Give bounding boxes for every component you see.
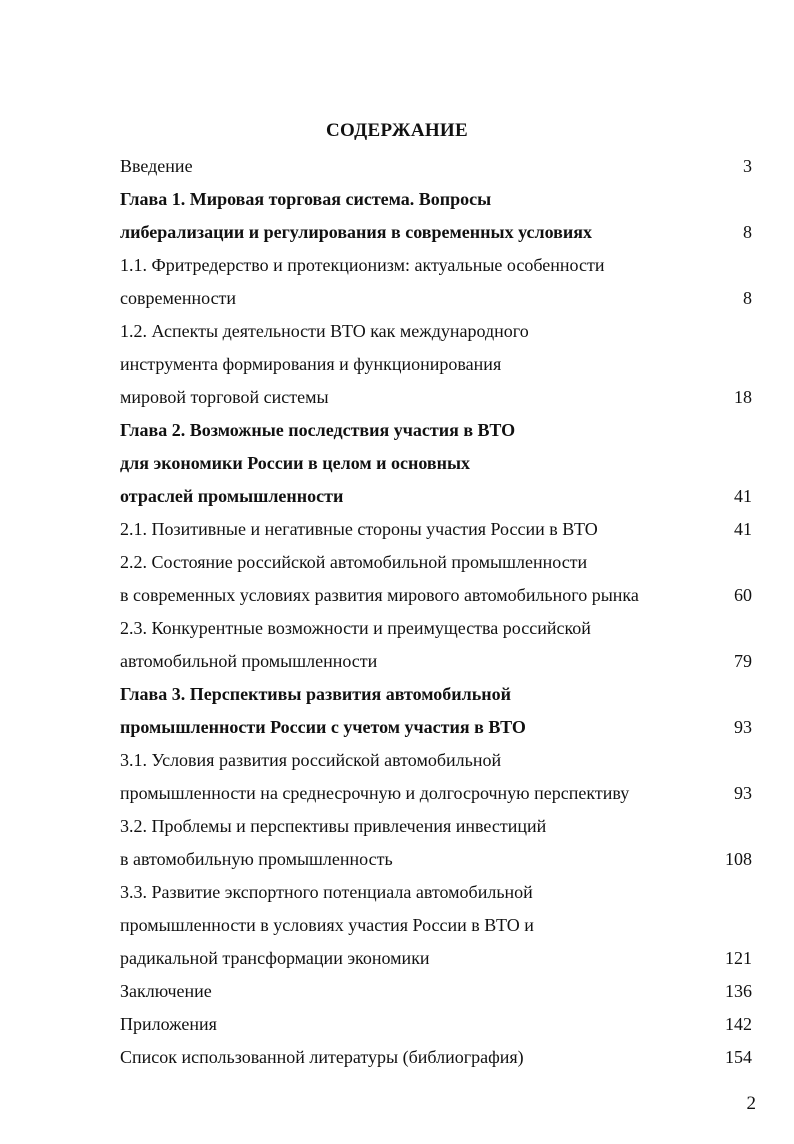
toc-entry-page: 8 [743, 222, 752, 242]
toc-entry-text: 2.1. Позитивные и негативные стороны участия России в ВТО [120, 519, 598, 539]
toc-entry [120, 447, 760, 480]
toc-entry-page: 93 [734, 783, 752, 803]
toc-entry [120, 1008, 760, 1041]
toc-entry-text: современности [120, 288, 237, 308]
toc-entry [120, 612, 760, 645]
toc-entry-text: в автомобильную промышленность [120, 849, 393, 869]
toc-entry [120, 216, 760, 249]
toc-entry-page: 41 [734, 486, 752, 506]
toc-entry-text: мировой торговой системы [120, 387, 329, 407]
table-of-contents [120, 150, 760, 1074]
toc-entry-page: 93 [734, 717, 752, 737]
toc-entry-page: 3 [743, 156, 752, 176]
toc-entry [120, 678, 760, 711]
toc-entry [120, 810, 760, 843]
toc-entry-text: 2.2. Состояние российской автомобильной промышленности [120, 552, 588, 572]
toc-entry-text: Глава 3. Перспективы развития автомобильной [120, 684, 512, 704]
toc-entry [120, 942, 760, 975]
toc-entry-page: 121 [725, 948, 752, 968]
toc-entry [120, 414, 760, 447]
toc-entry [120, 249, 760, 282]
toc-entry-text: 3.3. Развитие экспортного потенциала автомобильной [120, 882, 533, 902]
toc-entry [120, 282, 760, 315]
toc-entry-text: 1.2. Аспекты деятельности ВТО как международного [120, 321, 529, 341]
toc-entry-text: 3.2. Проблемы и перспективы привлечения инвестиций [120, 816, 547, 836]
toc-entry [120, 843, 760, 876]
toc-entry-text: в современных условиях развития мирового автомобильного рынка [120, 585, 639, 605]
toc-entry-page: 79 [734, 651, 752, 671]
toc-entry-text: 1.1. Фритредерство и протекционизм: актуальные особенности [120, 255, 605, 275]
toc-entry [120, 183, 760, 216]
toc-entry-text: Приложения [120, 1014, 217, 1034]
toc-entry [120, 645, 760, 678]
toc-entry-text: радикальной трансформации экономики [120, 948, 430, 968]
toc-entry [120, 744, 760, 777]
toc-entry [120, 876, 760, 909]
page-title: СОДЕРЖАНИЕ [326, 120, 468, 141]
toc-entry-text: Глава 2. Возможные последствия участия в ВТО [120, 420, 516, 440]
toc-entry [120, 1041, 760, 1074]
toc-entry-text: отраслей промышленности [120, 486, 344, 506]
toc-entry [120, 579, 760, 612]
toc-entry [120, 381, 760, 414]
toc-entry [120, 150, 760, 183]
toc-entry-text: Заключение [120, 981, 212, 1001]
toc-entry-text: промышленности на среднесрочную и долгосрочную перспективу [120, 783, 630, 803]
toc-entry-text: инструмента формирования и функционирования [120, 354, 502, 374]
toc-entry-text: промышленности России с учетом участия в ВТО [120, 717, 526, 737]
toc-entry-page: 18 [734, 387, 752, 407]
toc-entry-page: 154 [725, 1047, 752, 1067]
toc-entry-text: Введение [120, 156, 193, 176]
toc-entry-page: 41 [734, 519, 752, 539]
toc-entry [120, 315, 760, 348]
toc-entry [120, 777, 760, 810]
toc-entry-text: 3.1. Условия развития российской автомобильной [120, 750, 502, 770]
toc-entry-text: для экономики России в целом и основных [120, 453, 471, 473]
toc-entry-page: 108 [725, 849, 752, 869]
toc-entry-page: 60 [734, 585, 752, 605]
toc-entry-text: Глава 1. Мировая торговая система. Вопросы [120, 189, 492, 209]
toc-entry [120, 480, 760, 513]
page-number: 2 [746, 1093, 756, 1114]
toc-entry [120, 546, 760, 579]
toc-entry-text: Список использованной литературы (библиография) [120, 1047, 524, 1067]
toc-entry [120, 513, 760, 546]
toc-entry-page: 142 [725, 1014, 752, 1034]
toc-entry [120, 975, 760, 1008]
toc-entry-text: 2.3. Конкурентные возможности и преимущества российской [120, 618, 591, 638]
toc-entry [120, 348, 760, 381]
toc-entry-text: либерализации и регулирования в современных условиях [120, 222, 592, 242]
toc-entry-page: 8 [743, 288, 752, 308]
toc-entry-page: 136 [725, 981, 752, 1001]
toc-entry [120, 711, 760, 744]
toc-entry-text: автомобильной промышленности [120, 651, 378, 671]
toc-entry-text: промышленности в условиях участия России в ВТО и [120, 915, 534, 935]
toc-entry [120, 909, 760, 942]
